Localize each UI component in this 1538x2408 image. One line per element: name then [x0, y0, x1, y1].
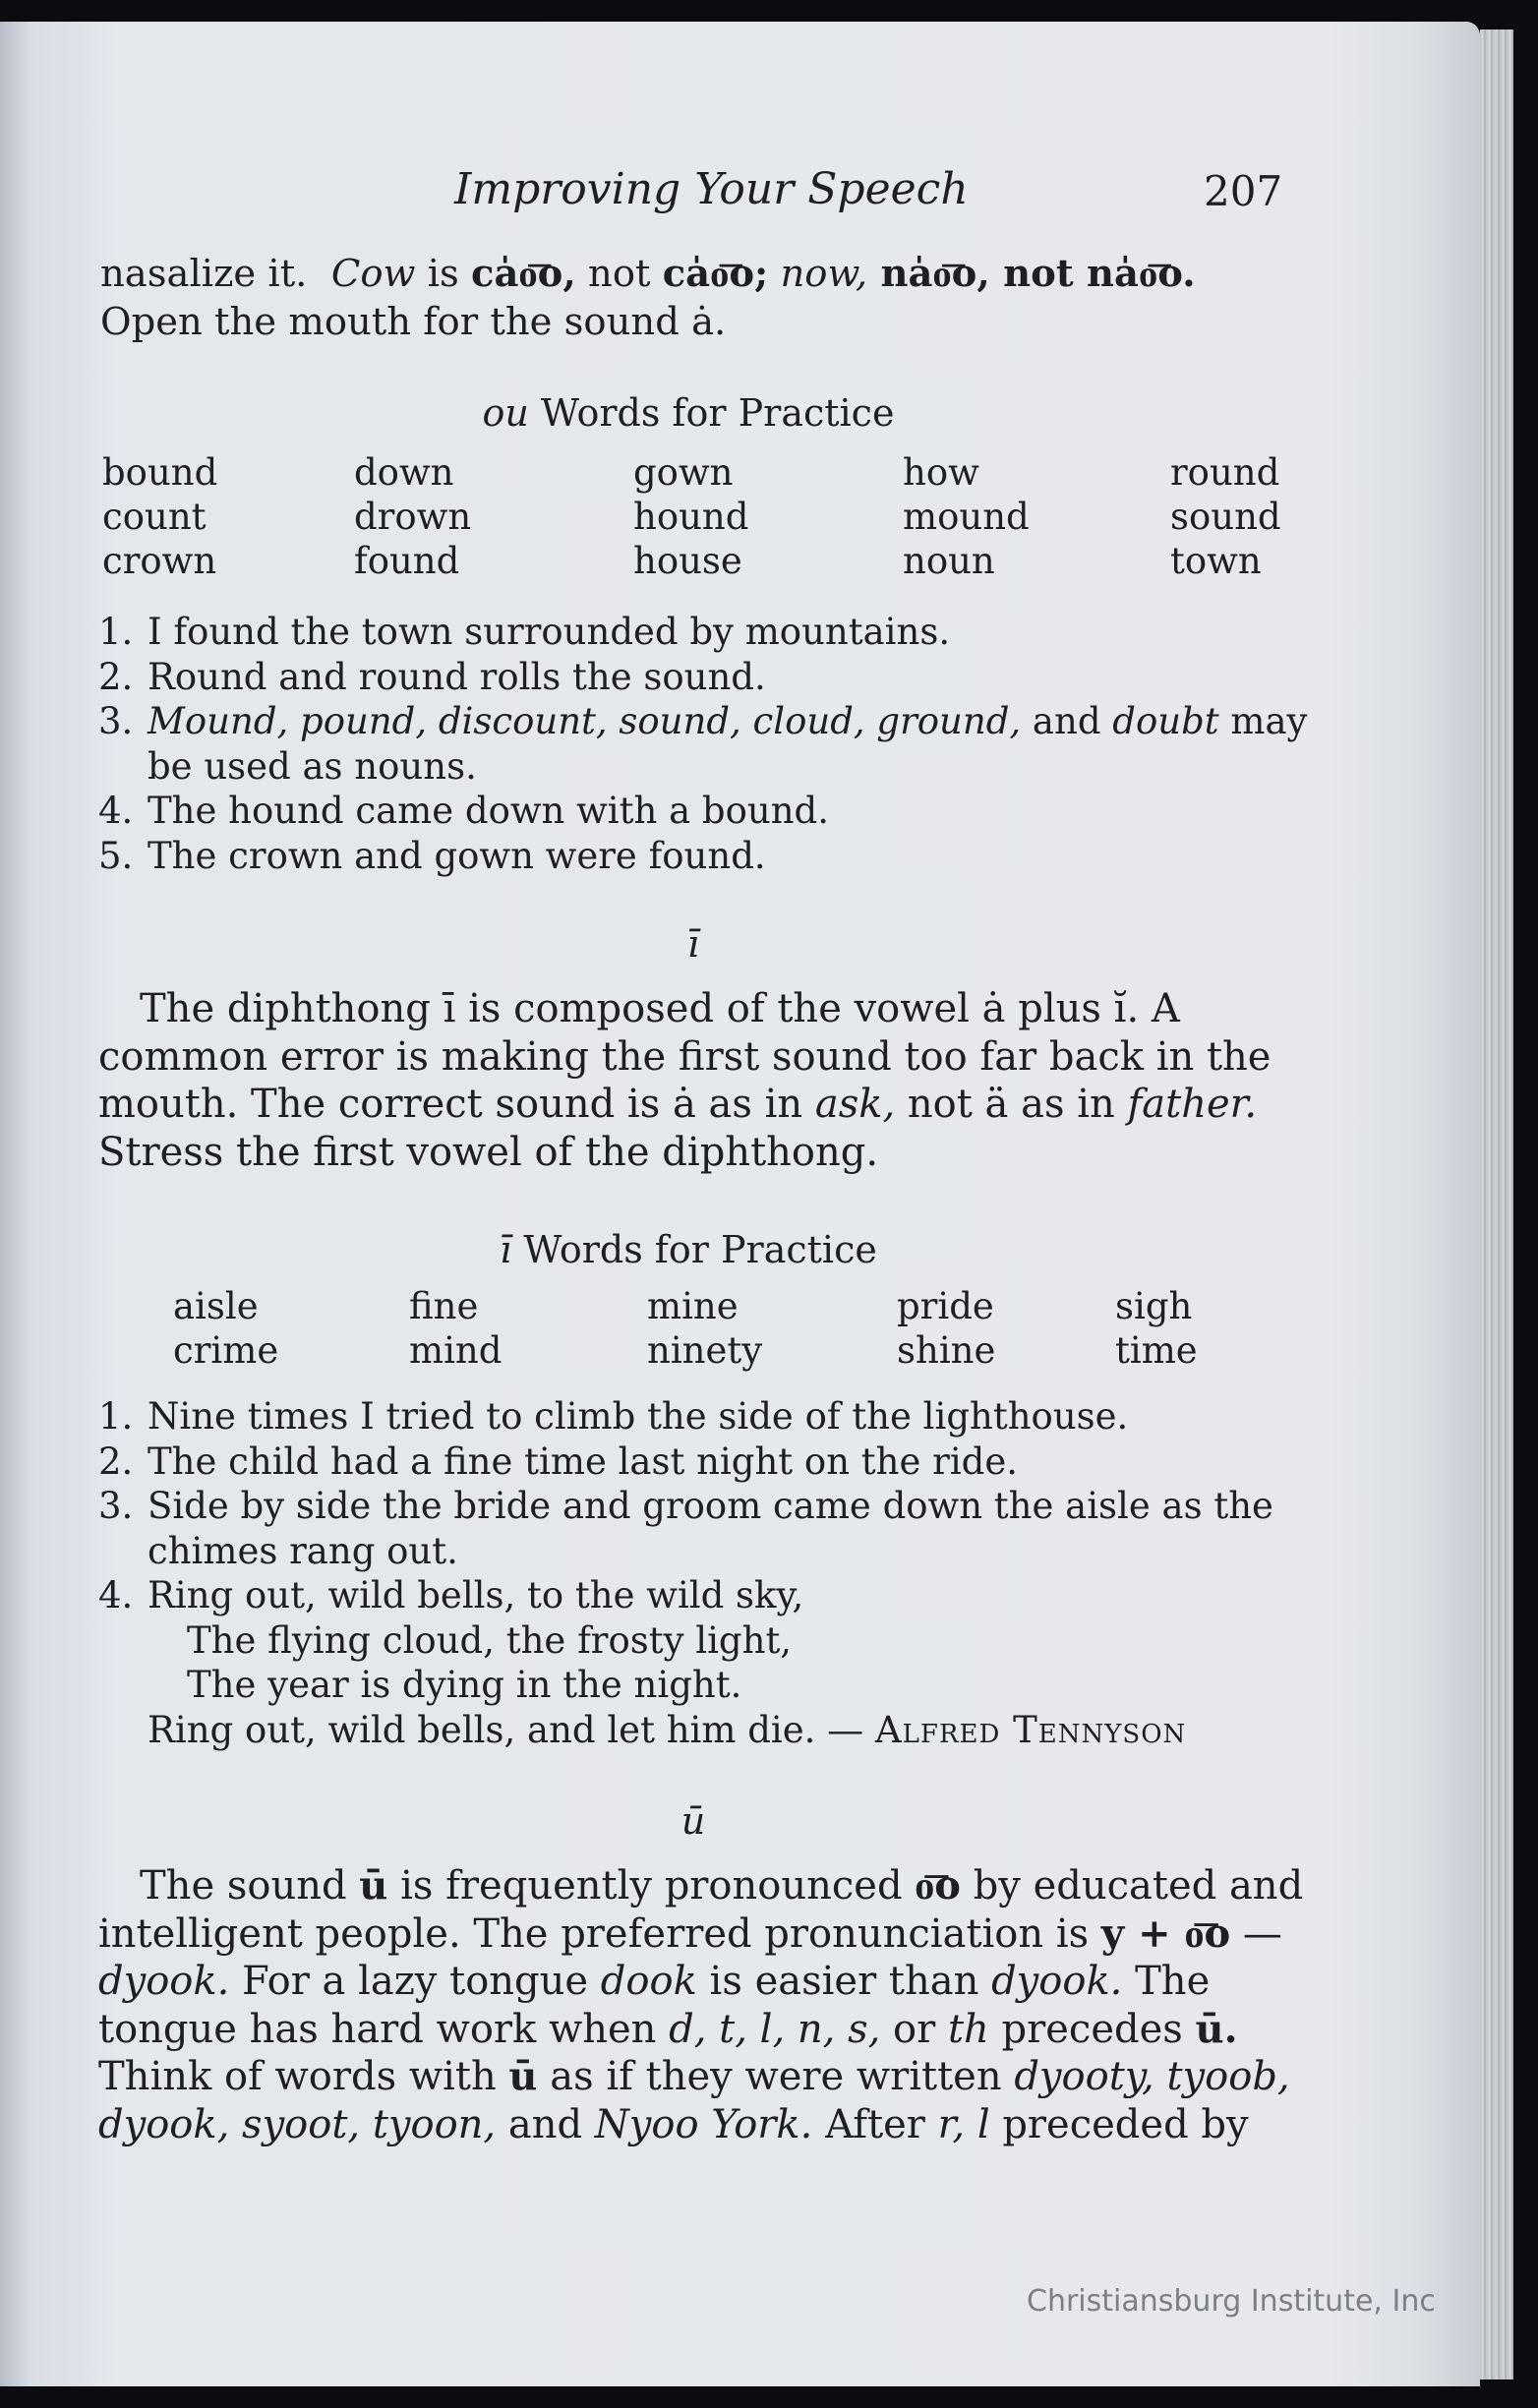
practice-word: drown — [354, 496, 472, 538]
practice-word: sound — [1170, 496, 1281, 538]
i-word-column — [647, 1284, 762, 1373]
i-word-column — [409, 1284, 502, 1373]
paragraph-line: dyook. For a lazy tongue dook is easier than dyook. The — [98, 1959, 1211, 2004]
ou-word-column — [903, 450, 1030, 583]
practice-word: gown — [633, 451, 734, 494]
paragraph-line: tongue has hard work when d, t, l, n, s, or th precedes ū. — [98, 2005, 1238, 2052]
list-item: 1. I found the town surrounded by mountains. — [98, 611, 951, 653]
practice-word: found — [354, 540, 460, 582]
i-word-table — [173, 1284, 1255, 1378]
list-item: 4. The hound came down with a bound. — [98, 790, 829, 832]
list-item: 4. Ring out, wild bells, to the wild sky, — [98, 1574, 804, 1616]
paragraph-line: The diphthong ī is composed of the vowel ȧ plus ĭ. A — [140, 986, 1180, 1031]
intro-line-2: Open the mouth for the sound ȧ. — [100, 300, 727, 344]
i-word-column — [897, 1284, 995, 1373]
watermark: Christiansburg Institute, Inc — [1027, 2284, 1436, 2319]
poem-line: Ring out, wild bells, and let him die. — Alfred Tennyson — [148, 1708, 1187, 1751]
list-item: 1. Nine times I tried to climb the side of the lighthouse. — [98, 1395, 1129, 1438]
paragraph-line: dyook, syoot, tyoon, and Nyoo York. After r, l preceded by — [98, 2101, 1249, 2147]
running-header-title: Improving Your Speech — [454, 164, 969, 214]
ou-words-heading: ou Words for Practice — [482, 391, 895, 435]
i-words-heading: ī Words for Practice — [500, 1228, 877, 1271]
practice-word: count — [102, 496, 207, 538]
paragraph-line: common error is making the first sound too far back in the — [98, 1033, 1272, 1080]
i-paragraph — [98, 985, 1272, 1176]
paragraph-line: Think of words with ū as if they were written dyooty, tyoob, — [98, 2053, 1290, 2099]
ou-sentence-list — [98, 610, 1328, 878]
practice-word: round — [1170, 451, 1280, 494]
list-item: 3. Side by side the bride and groom came down the aisle as the — [98, 1485, 1273, 1527]
list-item-continuation: chimes rang out. — [148, 1529, 458, 1572]
practice-word: crown — [102, 540, 217, 582]
paragraph-line: intelligent people. The preferred pronunciation is y + o͞o — — [98, 1909, 1282, 1957]
practice-word: shine — [897, 1329, 996, 1372]
practice-word: mine — [647, 1285, 739, 1327]
list-item: 2. Round and round rolls the sound. — [98, 655, 766, 698]
practice-word: aisle — [173, 1285, 259, 1327]
i-sentence-list — [98, 1394, 1328, 1752]
paragraph-line: The sound ū is frequently pronounced o͞o by educated and — [140, 1862, 1304, 1909]
practice-word: mound — [903, 496, 1030, 538]
book-page — [0, 22, 1480, 2386]
intro-line-1: nasalize it. Cow is ca̍o͞o, not ca̍o͞o; now, na̍o͞o, not na̍o͞o. — [100, 252, 1196, 296]
section-symbol-i: ī — [686, 922, 700, 966]
i-word-column — [173, 1284, 278, 1373]
section-symbol-u: ū — [680, 1799, 706, 1843]
practice-word: down — [354, 451, 454, 494]
list-item: 5. The crown and gown were found. — [98, 834, 766, 877]
ou-word-table — [102, 450, 1282, 588]
practice-word: how — [903, 451, 979, 494]
practice-word: noun — [903, 540, 995, 582]
practice-word: pride — [897, 1285, 994, 1327]
u-paragraph — [98, 1862, 1304, 2148]
poem-line: The year is dying in the night. — [187, 1664, 742, 1706]
i-word-column — [1115, 1284, 1198, 1373]
page-edges — [1480, 29, 1513, 2379]
list-item: 3. Mound, pound, discount, sound, cloud, ground, and doubt may — [98, 700, 1308, 742]
page-number: 207 — [1204, 167, 1283, 215]
practice-word: sigh — [1115, 1285, 1193, 1327]
list-item: 2. The child had a fine time last night on the ride. — [98, 1439, 1019, 1483]
ou-word-column — [102, 450, 217, 583]
quote-author: Alfred Tennyson — [874, 1708, 1187, 1751]
practice-word: bound — [102, 451, 218, 494]
practice-word: hound — [633, 496, 749, 538]
ou-word-column — [1170, 450, 1281, 583]
paragraph-line: Stress the first vowel of the diphthong. — [98, 1129, 879, 1175]
ou-word-column — [633, 450, 748, 583]
practice-word: house — [633, 540, 742, 582]
paragraph-line: mouth. The correct sound is ȧ as in ask, not ä as in father. — [98, 1082, 1258, 1127]
practice-word: mind — [409, 1329, 503, 1372]
ou-word-column — [354, 450, 471, 583]
poem-line: The flying cloud, the frosty light, — [187, 1618, 793, 1662]
practice-word: ninety — [647, 1329, 763, 1372]
practice-word: fine — [409, 1285, 479, 1327]
practice-word: crime — [173, 1329, 279, 1372]
list-item-continuation: be used as nouns. — [148, 744, 477, 788]
practice-word: town — [1170, 540, 1262, 582]
practice-word: time — [1115, 1329, 1198, 1372]
